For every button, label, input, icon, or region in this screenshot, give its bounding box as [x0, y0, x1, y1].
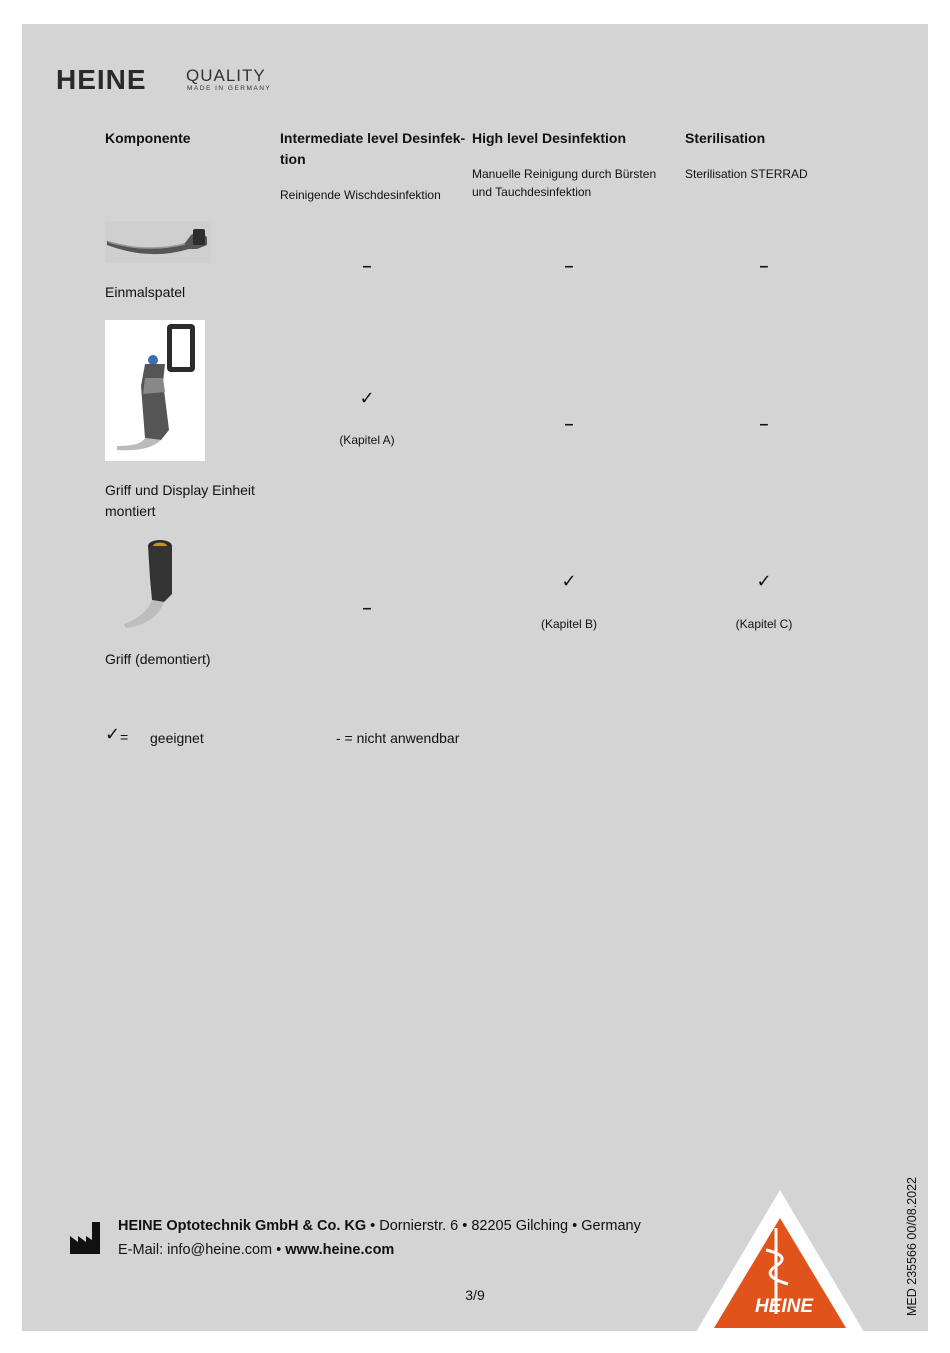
heine-triangle-logo [696, 1190, 864, 1332]
row3-intermediate-symbol: – [362, 600, 372, 617]
handle-display-unit-image [105, 320, 205, 461]
column-subheader-high-level-line1: Manuelle Reinigung durch Bürsten [472, 167, 657, 181]
footer-address: • Dornierstr. 6 • 82205 Gilching • Germany [366, 1218, 641, 1234]
row1-high-level-symbol: – [564, 258, 574, 275]
heine-logo-made-in: MADE IN GERMANY [187, 85, 272, 92]
row1-intermediate-symbol: – [362, 258, 372, 275]
row3-high-level-check-icon: ✓ [561, 571, 577, 591]
row-label-griff-display-line1: Griff und Display Einheit [105, 482, 255, 498]
column-subheader-high-level-line2: und Tauchdesinfektion [472, 185, 592, 199]
handle-disassembled-image [120, 538, 180, 630]
footer-contact-line [118, 1242, 394, 1258]
row-label-griff-demontiert: Griff (demontiert) [105, 651, 211, 667]
legend-check-icon: ✓ [105, 724, 121, 744]
footer-address-line [118, 1218, 641, 1234]
footer-company: HEINE Optotechnik GmbH & Co. KG [118, 1218, 367, 1234]
row-label-griff-display-line2: montiert [105, 503, 156, 519]
row3-sterilisation-check-icon: ✓ [756, 571, 772, 591]
row2-intermediate-check-icon: ✓ [359, 388, 375, 408]
row2-sterilisation-symbol: – [759, 416, 769, 433]
row3-sterilisation-note: (Kapitel C) [735, 617, 793, 631]
manufacturer-icon [70, 1222, 102, 1254]
footer-email[interactable]: E-Mail: info@heine.com • [118, 1242, 286, 1258]
document-id: MED 235566 00/08.2022 [905, 1177, 919, 1316]
row3-high-level-note: (Kapitel B) [540, 617, 598, 631]
column-header-komponente: Komponente [105, 130, 191, 146]
page-number: 3/9 [465, 1287, 485, 1303]
footer-website-link[interactable]: www.heine.com [285, 1242, 395, 1258]
legend-dash-meaning: - = nicht anwendbar [336, 730, 460, 746]
row2-high-level-symbol: – [564, 416, 574, 433]
column-subheader-intermediate: Reinigende Wischdesinfektion [280, 188, 441, 202]
column-header-intermediate-line2: tion [280, 151, 306, 167]
triangle-logo-text: HEINE [754, 1296, 814, 1317]
column-header-sterilisation: Sterilisation [685, 130, 766, 146]
heine-logo-quality: QUALITY [186, 66, 266, 85]
row2-intermediate-note: (Kapitel A) [339, 433, 395, 447]
heine-logo-brand: HEINE [56, 64, 147, 95]
column-header-high-level: High level Desinfektion [472, 130, 627, 146]
row1-sterilisation-symbol: – [759, 258, 769, 275]
disposable-blade-image [105, 221, 211, 263]
column-subheader-sterilisation: Sterilisation STERRAD [685, 167, 808, 181]
row-label-einmalspatel: Einmalspatel [105, 284, 186, 300]
column-header-intermediate-line1: Intermediate level Desinfek- [280, 130, 466, 146]
legend-equals: = [120, 729, 129, 745]
legend-check-meaning: geeignet [150, 730, 204, 746]
